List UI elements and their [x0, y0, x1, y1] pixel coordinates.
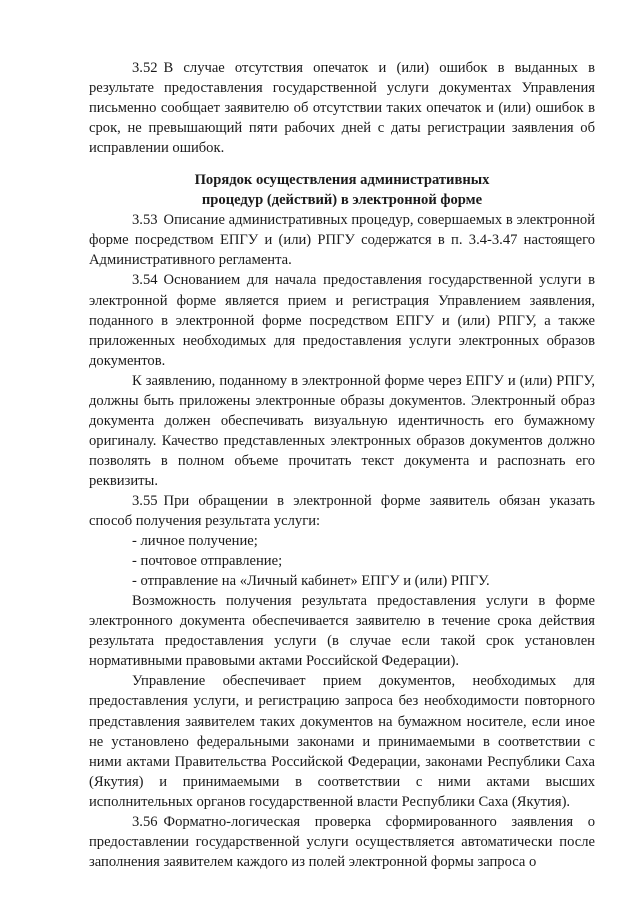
list-item: - почтовое отправление;	[132, 553, 283, 570]
heading-line-2: процедур (действий) в электронной форме	[201, 192, 483, 209]
list-item: - личное получение;	[132, 533, 258, 550]
paragraph-text: Форматно-логическая проверка сформированного заявления о предоставлении государственной услуги осуществляется автоматически после заполнения заявителем каждого из полей электронной формы запроса о	[89, 813, 595, 870]
paragraph-number: 3.54	[132, 272, 158, 289]
paragraph-3-54-attachments: К заявлению, поданному в электронной форме через ЕПГУ и (или) РПГУ, должны быть приложены электронные образы документов. Электронный образ документа должен обеспечивать визуальную идентичность его бумажному оригиналу. Качество представленных электронных образов документов должно позволять в полном объеме прочитать текст документа и распознать его реквизиты.	[89, 372, 595, 489]
paragraph-number: 3.56	[132, 813, 158, 830]
paragraph-text: Основанием для начала предоставления государственной услуги в электронной форме является прием и регистрация Управлением заявления, поданного в электронной форме посредством ЕПГУ и (или) РПГУ, а также приложенных необходимых для предоставления услуги электронных образов документов.	[89, 272, 595, 369]
paragraph-document-acceptance: Управление обеспечивает прием документов, необходимых для предоставления услуги, и регистрацию запроса без необходимости повторного представления заявителем таких документов на бумажном носителе, если иное не установлено федеральными законами и принимаемыми в соответствии с ними актами Правительства Российской Федерации, законами Республики Саха (Якутия) и принимаемыми в соответствии с ними актами высших исполнительных органов государственной власти Республики Саха (Якутия).	[89, 673, 595, 810]
paragraph-3-52	[89, 58, 595, 158]
section-heading	[89, 170, 595, 210]
paragraph-3-56	[89, 812, 595, 872]
paragraph-result-possibility: Возможность получения результата предоставления услуги в форме электронного документа обеспечивается заявителю в течение срока действия результата предоставления услуги (в случае если такой срок установлен нормативными правовыми актами Российской Федерации).	[89, 593, 595, 670]
paragraph-3-54	[89, 270, 595, 370]
paragraph-number: 3.52	[132, 60, 158, 76]
paragraph-text: В случае отсутствия опечаток и (или) ошибок в выданных в результате предоставления государственной услуги документах Управления письменно сообщает заявителю об отсутствии таких опечаток и (или) ошибок в срок, не превышающий пяти рабочих дней с даты регистрации заявления об исправлении ошибок.	[89, 60, 595, 157]
heading-line-1: Порядок осуществления административных	[194, 172, 490, 189]
paragraph-3-55	[89, 491, 595, 531]
paragraph-3-53	[89, 210, 595, 270]
paragraph-number: 3.53	[132, 212, 158, 229]
paragraph-text: При обращении в электронной форме заявитель обязан указать способ получения результата услуги:	[89, 492, 595, 530]
paragraph-text: Описание административных процедур, совершаемых в электронной форме посредством ЕПГУ и (или) РПГУ содержатся в п. 3.4-3.47 настоящего Административного регламента.	[89, 212, 595, 269]
list-item: - отправление на «Личный кабинет» ЕПГУ и (или) РПГУ.	[132, 573, 490, 590]
document-page	[89, 58, 595, 872]
paragraph-number: 3.55	[132, 492, 158, 509]
